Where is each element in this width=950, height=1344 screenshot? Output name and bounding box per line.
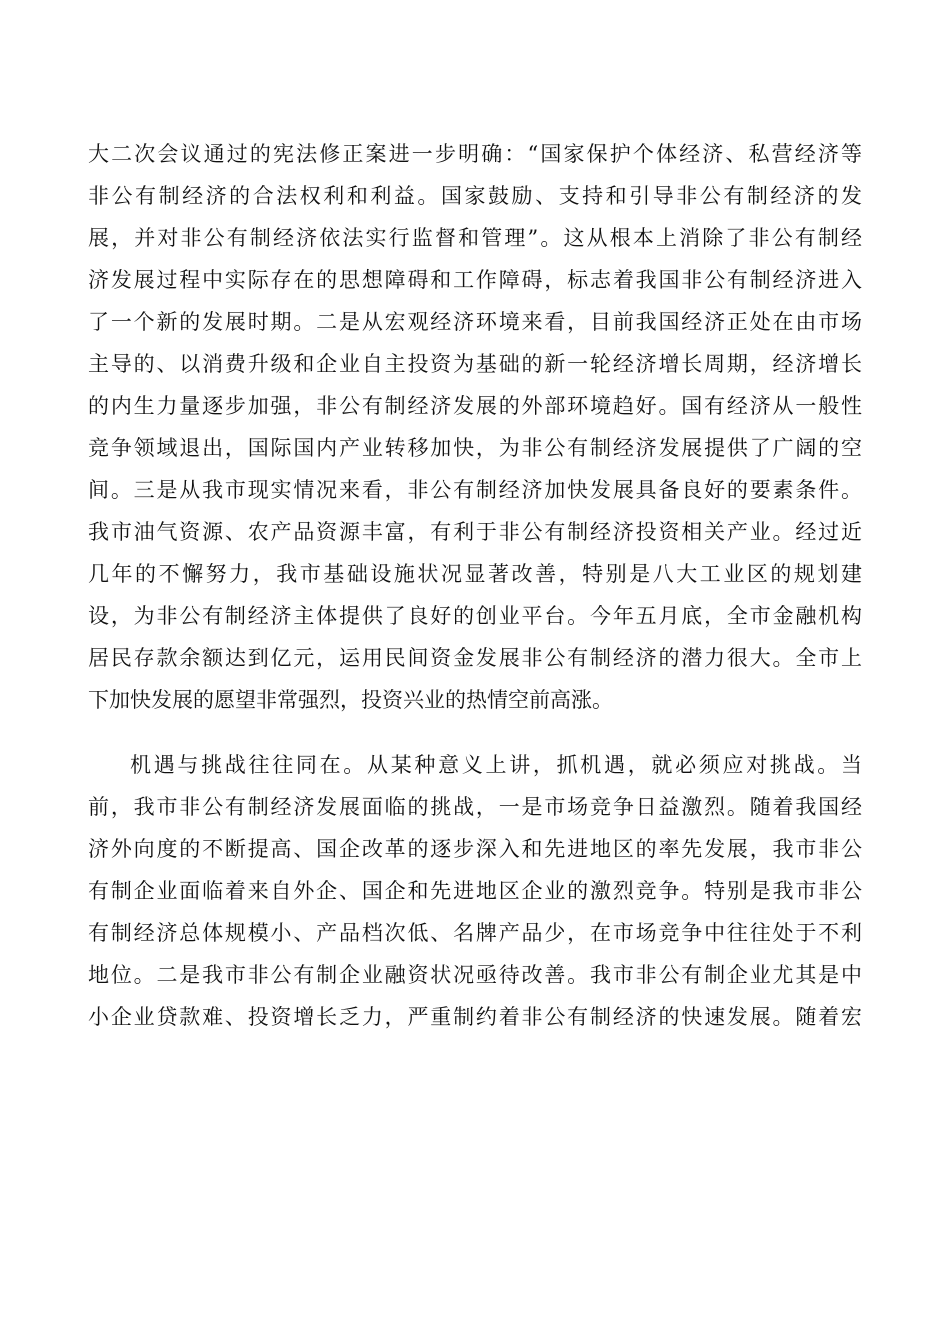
text-line: 展，并对非公有制经济依法实行监督和管理”。这从根本上消除了非公有制经 bbox=[88, 226, 862, 250]
text-line: 大二次会议通过的宪法修正案进一步明确：“国家保护个体经济、私营经济等 bbox=[88, 142, 862, 166]
text-line: 居民存款余额达到亿元，运用民间资金发展非公有制经济的潜力很大。全市上 bbox=[88, 646, 862, 670]
text-line: 有制企业面临着来自外企、国企和先进地区企业的激烈竞争。特别是我市非公 bbox=[88, 879, 862, 903]
text-line: 主导的、以消费升级和企业自主投资为基础的新一轮经济增长周期，经济增长 bbox=[88, 352, 862, 376]
text-line: 济外向度的不断提高、国企改革的逐步深入和先进地区的率先发展，我市非公 bbox=[88, 837, 862, 861]
document-body bbox=[88, 133, 862, 1038]
text-line: 有制经济总体规模小、产品档次低、名牌产品少，在市场竞争中往往处于不利 bbox=[88, 921, 862, 945]
text-line: 间。三是从我市现实情况来看，非公有制经济加快发展具备良好的要素条件。 bbox=[88, 478, 862, 502]
text-line: 设，为非公有制经济主体提供了良好的创业平台。今年五月底，全市金融机构 bbox=[88, 604, 862, 628]
text-line: 竞争领域退出，国际国内产业转移加快，为非公有制经济发展提供了广阔的空 bbox=[88, 436, 862, 460]
text-line: 了一个新的发展时期。二是从宏观经济环境来看，目前我国经济正处在由市场 bbox=[88, 310, 862, 334]
text-line: 小企业贷款难、投资增长乏力，严重制约着非公有制经济的快速发展。随着宏 bbox=[88, 1005, 862, 1029]
text-line: 机遇与挑战往往同在。从某种意义上讲，抓机遇，就必须应对挑战。当 bbox=[130, 753, 862, 777]
text-line: 地位。二是我市非公有制企业融资状况亟待改善。我市非公有制企业尤其是中 bbox=[88, 963, 862, 987]
paragraph bbox=[88, 133, 862, 721]
paragraph bbox=[88, 744, 862, 1038]
text-line: 济发展过程中实际存在的思想障碍和工作障碍，标志着我国非公有制经济进入 bbox=[88, 268, 862, 292]
text-line: 非公有制经济的合法权利和利益。国家鼓励、支持和引导非公有制经济的发 bbox=[88, 184, 862, 208]
paragraph-gap bbox=[88, 721, 862, 744]
text-line: 前，我市非公有制经济发展面临的挑战，一是市场竞争日益激烈。随着我国经 bbox=[88, 795, 862, 819]
text-line: 几年的不懈努力，我市基础设施状况显著改善，特别是八大工业区的规划建 bbox=[88, 562, 862, 586]
text-line: 我市油气资源、农产品资源丰富，有利于非公有制经济投资相关产业。经过近 bbox=[88, 520, 862, 544]
text-line: 下加快发展的愿望非常强烈，投资兴业的热情空前高涨。 bbox=[88, 688, 613, 712]
text-line: 的内生力量逐步加强，非公有制经济发展的外部环境趋好。国有经济从一般性 bbox=[88, 394, 862, 418]
